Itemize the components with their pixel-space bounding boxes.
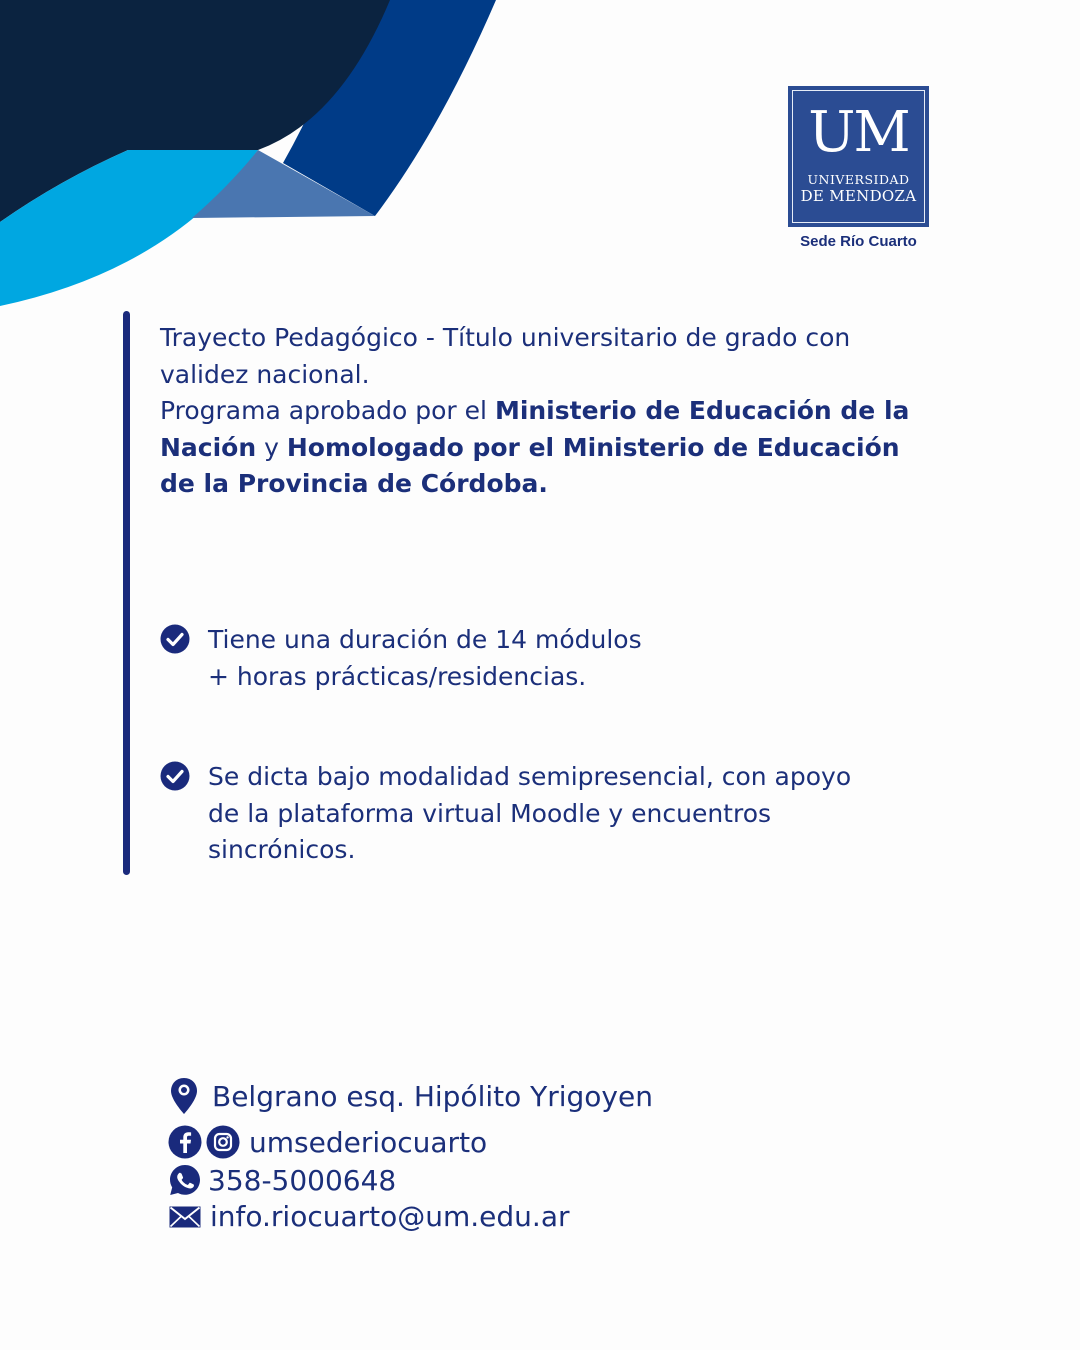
contact-phone[interactable] xyxy=(168,1163,396,1197)
intro-lead: Programa aprobado por el xyxy=(160,396,495,425)
whatsapp-icon[interactable] xyxy=(168,1163,202,1197)
logo-mendoza-text: DE MENDOZA xyxy=(800,187,917,205)
intro-ministry-nation: Ministerio de Educación de la Nación xyxy=(160,396,910,462)
contact-email[interactable] xyxy=(168,1200,570,1233)
intro-ministry-cordoba: Homologado por el Ministerio de Educación de la Provincia de Córdoba. xyxy=(160,432,900,498)
logo-mark: UM xyxy=(808,100,909,165)
instagram-icon[interactable] xyxy=(206,1125,240,1159)
contact-address xyxy=(168,1076,653,1116)
intro-title: Trayecto Pedagógico - Título universitario de grado con validez nacional. xyxy=(160,323,851,389)
mail-icon[interactable] xyxy=(168,1205,202,1229)
logo-university-text: UNIVERSIDAD xyxy=(807,172,910,187)
accent-bar xyxy=(123,311,130,875)
logo-inner-frame xyxy=(792,90,925,223)
logo-box xyxy=(788,86,929,227)
intro-conjunction: y xyxy=(256,432,287,462)
duration-line-1: Tiene una duración de 14 módulos xyxy=(208,625,642,654)
email-address[interactable]: info.riocuarto@um.edu.ar xyxy=(210,1200,570,1233)
check-circle-icon xyxy=(160,761,190,791)
facebook-icon[interactable] xyxy=(168,1125,202,1159)
address-text: Belgrano esq. Hipólito Yrigoyen xyxy=(212,1079,653,1113)
social-handle[interactable]: umsederiocuarto xyxy=(249,1125,488,1159)
modality-line-3: sincrónicos. xyxy=(208,835,356,864)
modality-text xyxy=(208,759,948,869)
phone-number[interactable]: 358-5000648 xyxy=(208,1163,397,1197)
check-circle-icon xyxy=(160,624,190,654)
university-logo xyxy=(788,86,929,250)
contact-social[interactable] xyxy=(168,1125,487,1159)
intro-paragraph xyxy=(160,320,920,503)
campus-label: Sede Río Cuarto xyxy=(800,233,917,250)
modality-line-1: Se dicta bajo modalidad semipresencial, con apoyo xyxy=(208,762,852,791)
duration-text xyxy=(208,622,948,695)
duration-line-2: + horas prácticas/residencias. xyxy=(208,661,587,691)
corner-decoration xyxy=(0,0,500,310)
modality-line-2: de la plataforma virtual Moodle y encuentros xyxy=(208,798,772,828)
location-pin-icon xyxy=(168,1076,200,1116)
